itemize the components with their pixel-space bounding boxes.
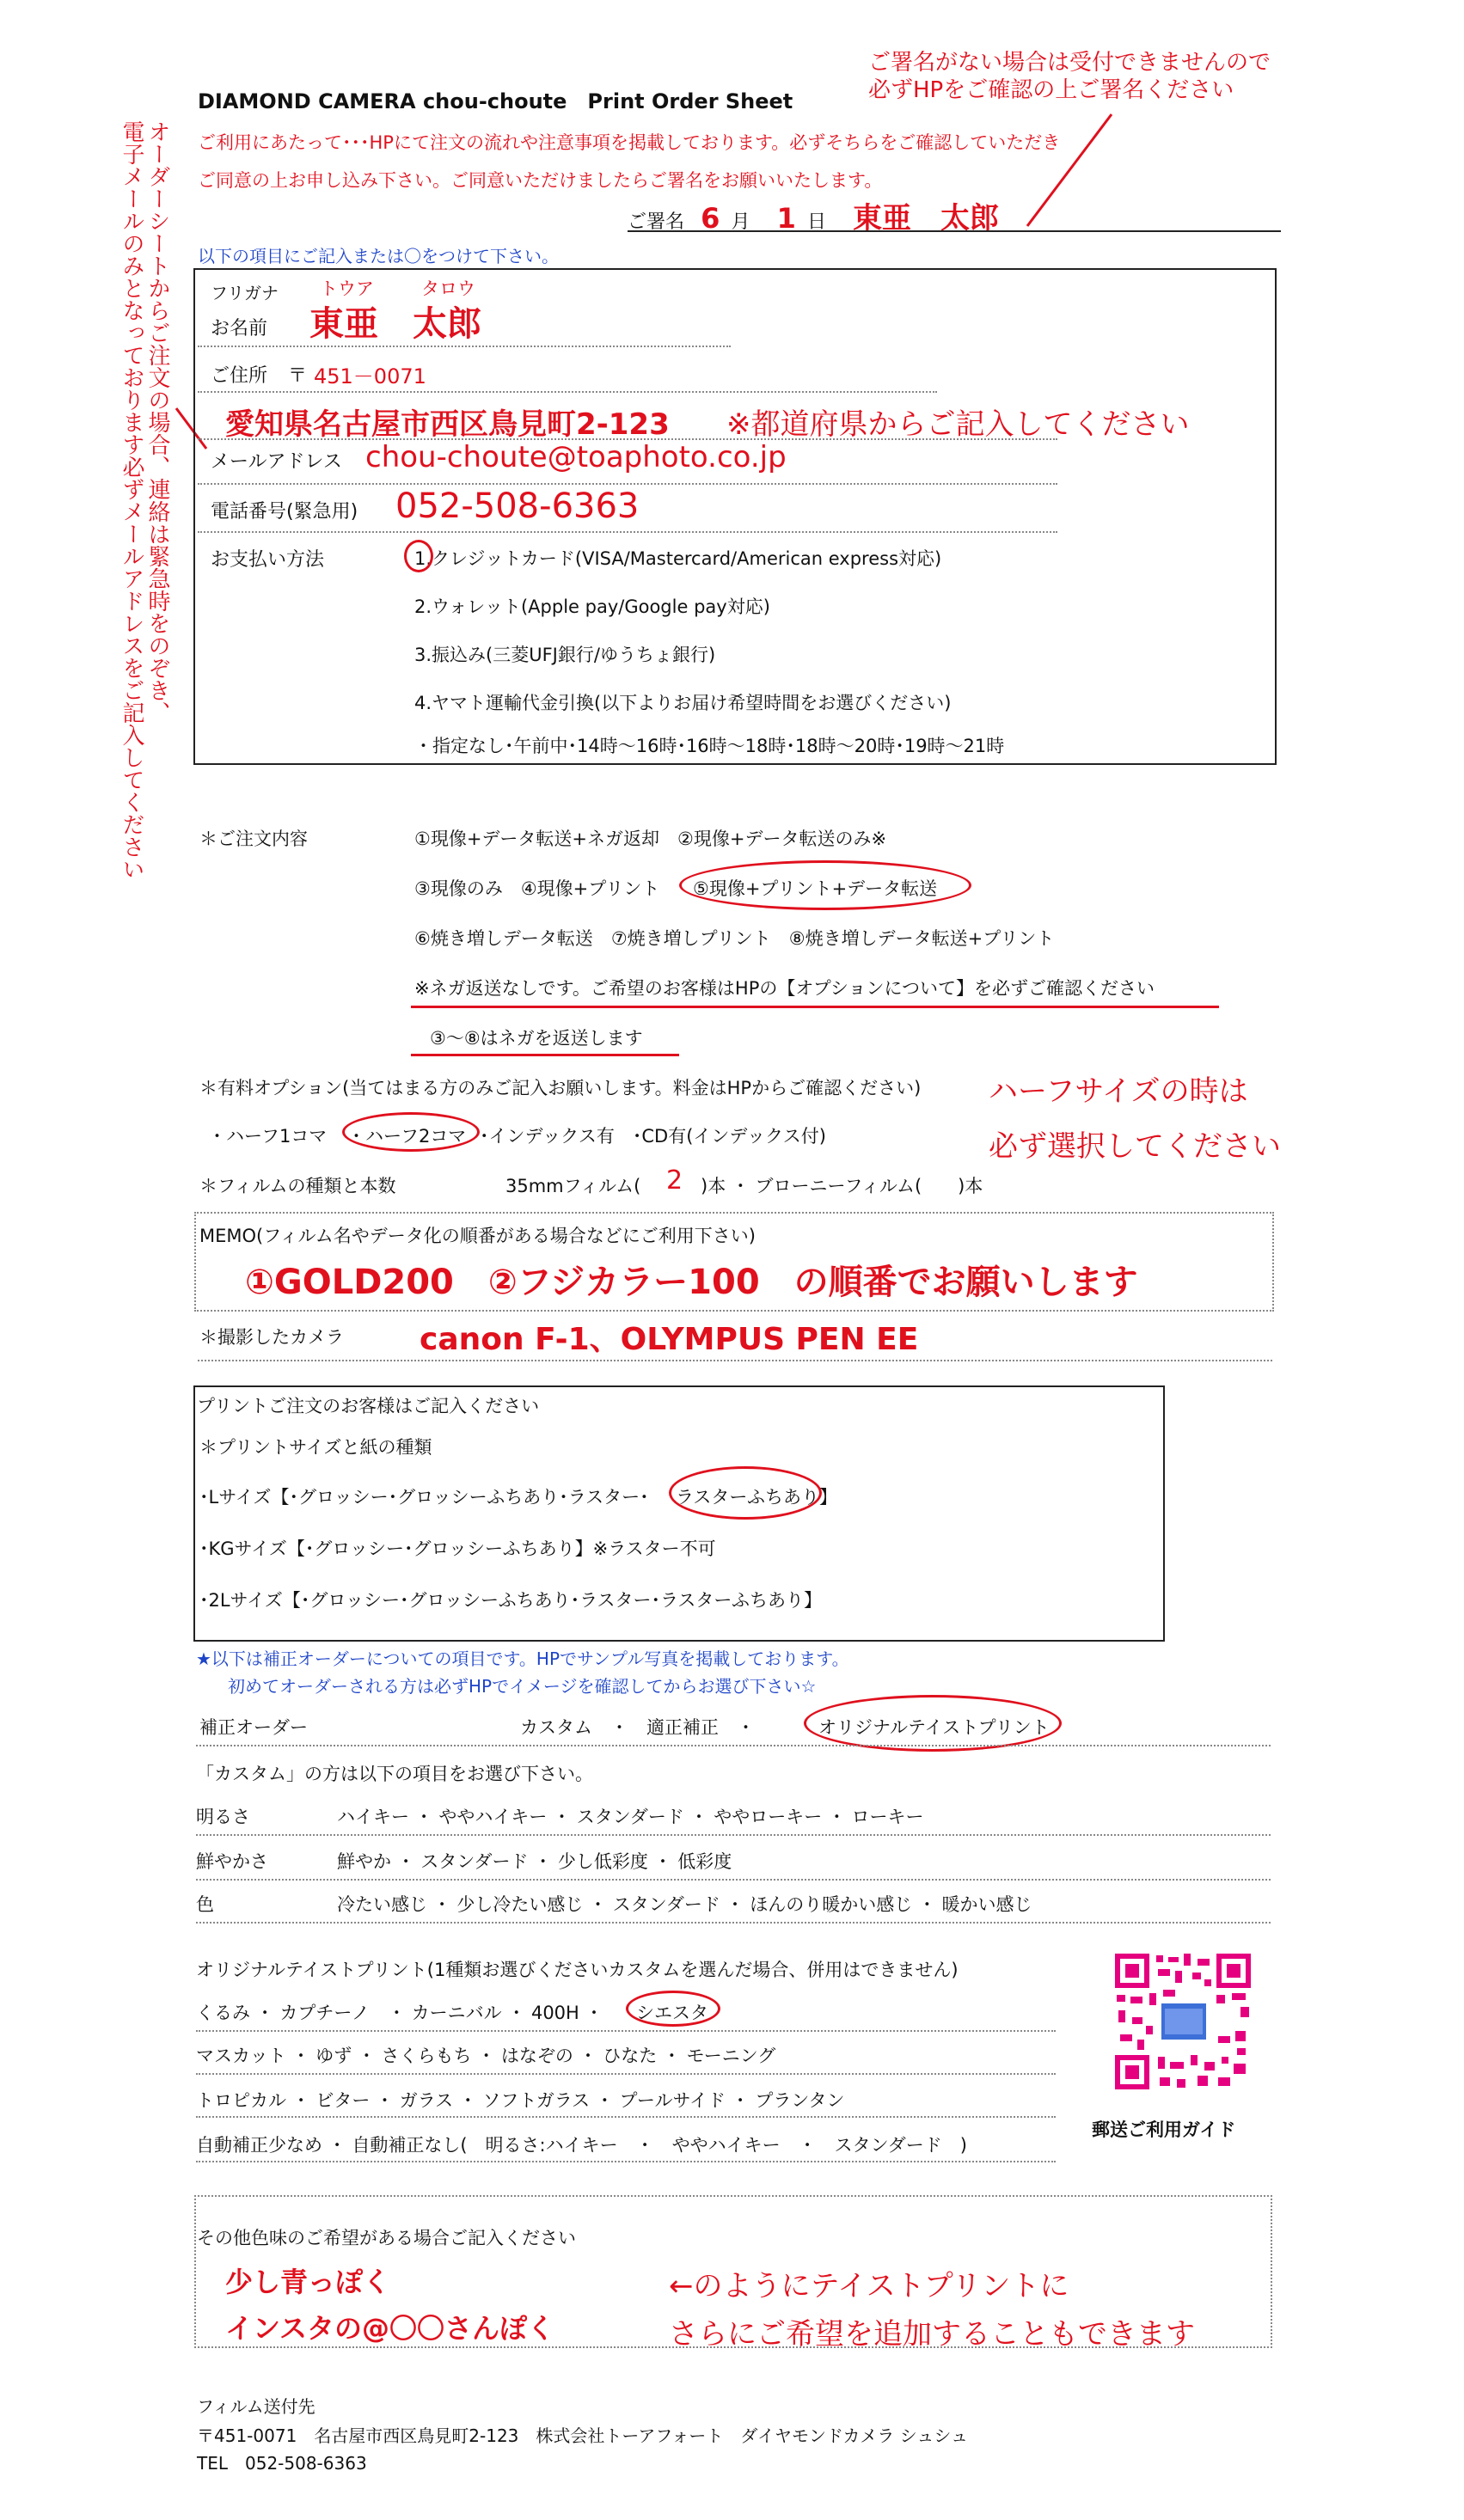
intro-line-1: ご利用にあたって･･･HPにて注文の流れや注意事項を掲載しております。必ずそちらをご確認していただき bbox=[198, 132, 1061, 153]
side-note-line-2: 電子メールのみとなっております必ずメールアドレスをご記入してください bbox=[119, 120, 144, 880]
footer-tel: TEL 052-508-6363 bbox=[197, 2453, 367, 2474]
correction-note-1: ★以下は補正オーダーについての項目です。HPでサンプル写真を掲載しております。 bbox=[196, 1648, 849, 1669]
taste-divider-2 bbox=[196, 2073, 1056, 2075]
correction-note-2: 初めてオーダーされる方は必ずHPでイメージを確認してからお選び下さい☆ bbox=[228, 1676, 817, 1697]
signature-day: 1 bbox=[776, 202, 796, 235]
postal-divider bbox=[198, 391, 937, 393]
print-l-size: ･Lサイズ【･グロッシー･グロッシーふちあり･ラスター･ bbox=[199, 1487, 649, 1508]
taste-selected-circle bbox=[626, 1991, 720, 2027]
name-label: お名前 bbox=[211, 318, 268, 339]
memo-value: ①GOLD200 ②フジカラー100 の順番でお願いします bbox=[245, 1263, 1138, 1302]
payment-option-3: 3.振込み(三菱UFJ銀行/ゆうちょ銀行) bbox=[414, 645, 716, 665]
taste-divider-3 bbox=[196, 2116, 1056, 2118]
camera-value: canon F-1、OLYMPUS PEN EE bbox=[420, 1322, 919, 1357]
address-label: ご住所 bbox=[211, 365, 268, 387]
order-note-2: ③～⑧はネガを返送します bbox=[430, 1028, 643, 1049]
order-selected-circle bbox=[679, 860, 971, 910]
postal-value: 451－0071 bbox=[314, 364, 426, 388]
name-value: 東亜 太郎 bbox=[309, 304, 481, 344]
email-divider bbox=[198, 483, 1057, 485]
signature-day-label: 日 bbox=[806, 211, 826, 233]
print-size-label: ＊プリントサイズと紙の種類 bbox=[199, 1437, 432, 1458]
name-divider bbox=[198, 346, 731, 347]
print-l-size-selected: ラスターふちあり】 bbox=[676, 1487, 837, 1508]
order-row-2b: ⑤現像+プリント+データ転送 bbox=[693, 878, 938, 899]
taste-row-4: 自動補正少なめ ・ 自動補正なし( 明るさ:ハイキー ・ ややハイキー ・ スタンダード ) bbox=[196, 2135, 967, 2156]
signature-name: 東亜 太郎 bbox=[853, 201, 1000, 235]
correction-original: オリジナルテイストプリント bbox=[818, 1717, 1050, 1738]
camera-label: ＊撮影したカメラ bbox=[199, 1327, 344, 1348]
correction-label: 補正オーダー bbox=[199, 1717, 308, 1738]
payment-option-4: 4.ヤマト運輸代金引換(以下よりお届け希望時間をお選びください) bbox=[414, 693, 952, 713]
address-value: 愛知県名古屋市西区鳥見町2-123 bbox=[225, 407, 670, 442]
signature-underline bbox=[628, 230, 1281, 232]
signature-month-label: 月 bbox=[731, 211, 750, 233]
email-value: chou-choute@toaphoto.co.jp bbox=[365, 440, 787, 474]
color-label: 色 bbox=[196, 1894, 214, 1915]
signature-warning-2: 必ずHPをご確認の上ご署名ください bbox=[868, 77, 1234, 103]
taste-siesta: シエスタ bbox=[636, 2003, 708, 2023]
option-index-cd: ･インデックス有 ･CD有(インデックス付) bbox=[480, 1126, 826, 1147]
correction-selected-circle bbox=[804, 1695, 1062, 1752]
payment-selected-circle bbox=[404, 540, 433, 572]
other-request-line-1: 少し青っぽく bbox=[225, 2266, 391, 2298]
payment-label: お支払い方法 bbox=[211, 549, 325, 571]
order-note-1: ※ネガ返送なしです。ご希望のお客様はHPの【オプションについて】を必ずご確認ください bbox=[414, 978, 1155, 999]
intro-line-2: ご同意の上お申し込み下さい。ご同意いただけましたらご署名をお願いいたします。 bbox=[198, 170, 883, 191]
furigana-sei: トウア bbox=[320, 278, 374, 299]
film-35mm-count: 2 bbox=[666, 1165, 683, 1196]
option-handnote-2: 必ず選択してください bbox=[989, 1129, 1281, 1164]
signature-month: 6 bbox=[701, 202, 720, 235]
vivid-options: 鮮やか ・ スタンダード ・ 少し低彩度 ・ 低彩度 bbox=[337, 1851, 732, 1872]
order-note-underline bbox=[411, 1006, 1219, 1008]
email-label: メールアドレス bbox=[211, 451, 342, 473]
custom-note: 「カスタム」の方は以下の項目をお選び下さい。 bbox=[196, 1764, 593, 1784]
order-label: ＊ご注文内容 bbox=[199, 829, 308, 849]
payment-option-2: 2.ウォレット(Apple pay/Google pay対応) bbox=[414, 596, 770, 617]
print-header: プリントご注文のお客様はご記入ください bbox=[197, 1396, 540, 1416]
option-half-1: ・ハーフ1コマ bbox=[208, 1126, 328, 1147]
payment-option-time: ・指定なし･午前中･14時～16時･16時～18時･18時～20時･19時～21時 bbox=[414, 736, 1005, 756]
correction-options: カスタム ・ 適正補正 ・ bbox=[520, 1717, 755, 1738]
film-35mm: 35mmフィルム( bbox=[505, 1176, 641, 1196]
phone-divider bbox=[198, 531, 1057, 533]
color-options: 冷たい感じ ・ 少し冷たい感じ ・ スタンダード ・ ほんのり暖かい感じ ・ 暖かい感じ bbox=[337, 1894, 1032, 1915]
signature-label: ご署名 bbox=[628, 211, 685, 233]
taste-row-1: くるみ ・ カプチーノ ・ カーニバル ・ 400H ・ bbox=[196, 2003, 603, 2023]
vivid-label: 鮮やかさ bbox=[196, 1851, 268, 1872]
brightness-divider bbox=[196, 1834, 1271, 1836]
film-brownie: )本 ・ ブローニーフィルム( )本 bbox=[701, 1176, 983, 1196]
order-row-2a: ③現像のみ ④現像+プリント bbox=[414, 878, 660, 899]
color-divider bbox=[196, 1922, 1271, 1924]
correction-divider bbox=[196, 1745, 1271, 1746]
order-note2-underline bbox=[411, 1054, 679, 1056]
film-label: ＊フィルムの種類と本数 bbox=[199, 1176, 396, 1196]
taste-header: オリジナルテイストプリント(1種類お選びくださいカスタムを選んだ場合、併用はできません) bbox=[196, 1960, 959, 1980]
footer-address: 〒451-0071 名古屋市西区鳥見町2-123 株式会社トーアフォート ダイヤモンドカメラ シュシュ bbox=[197, 2425, 968, 2446]
option-half-2: ・ハーフ2コマ bbox=[347, 1126, 467, 1147]
other-request-note-2: さらにご希望を追加することもできます bbox=[669, 2317, 1195, 2352]
other-request-label: その他色味のご希望がある場合ご記入ください bbox=[197, 2228, 576, 2248]
option-handnote-1: ハーフサイズの時は bbox=[989, 1074, 1248, 1109]
brightness-options: ハイキー ・ ややハイキー ・ スタンダード ・ ややローキー ・ ローキー bbox=[337, 1807, 924, 1827]
page-title: DIAMOND CAMERA chou-choute Print Order Sheet bbox=[198, 89, 793, 113]
signature-warning: ご署名がない場合は受付できませんので bbox=[868, 50, 1271, 76]
option-label: ＊有料オプション(当てはまる方のみご記入お願いします。料金はHPからご確認ください) bbox=[199, 1078, 922, 1098]
furigana-mei: タロウ bbox=[421, 278, 475, 299]
other-request-note-1: ←のようにテイストプリントに bbox=[669, 2269, 1069, 2303]
taste-row-2: マスカット ・ ゆず ・ さくらもち ・ はなぞの ・ ひなた ・ モーニング bbox=[196, 2046, 776, 2066]
qr-code-icon[interactable] bbox=[1115, 1936, 1251, 2107]
postal-mark: 〒 bbox=[288, 365, 308, 387]
fill-instruction: 以下の項目にご記入または〇をつけて下さい。 bbox=[198, 246, 559, 266]
phone-label: 電話番号(緊急用) bbox=[211, 501, 358, 523]
vivid-divider bbox=[196, 1879, 1271, 1881]
print-2l-size: ･2Lサイズ【･グロッシー･グロッシーふちあり･ラスター･ラスターふちあり】 bbox=[199, 1590, 822, 1611]
option-selected-circle bbox=[342, 1112, 480, 1152]
footer-label: フィルム送付先 bbox=[197, 2396, 315, 2417]
order-row-3: ⑥焼き増しデータ転送 ⑦焼き増しプリント ⑧焼き増しデータ転送+プリント bbox=[414, 928, 1055, 949]
memo-label: MEMO(フィルム名やデータ化の順番がある場合などにご利用下さい) bbox=[199, 1226, 756, 1246]
taste-divider-4 bbox=[196, 2161, 1056, 2162]
taste-row-3: トロピカル ・ ビター ・ ガラス ・ ソフトガラス ・ プールサイド ・ プランタン bbox=[196, 2090, 845, 2111]
camera-divider bbox=[198, 1360, 1272, 1361]
qr-caption: 郵送ご利用ガイド bbox=[1092, 2119, 1236, 2140]
taste-divider-1 bbox=[196, 2030, 1056, 2032]
side-note-line-1: オーダーシートからご注文の場合、連絡は緊急時をのぞき、 bbox=[144, 120, 170, 724]
warning-arrow bbox=[1010, 107, 1130, 236]
print-selected-circle bbox=[669, 1466, 822, 1520]
brightness-label: 明るさ bbox=[196, 1807, 250, 1827]
address-note: ※都道府県からご記入してください bbox=[726, 407, 1190, 442]
other-request-line-2: インスタの@〇〇さんぽく bbox=[225, 2312, 555, 2345]
print-kg-size: ･KGサイズ【･グロッシー･グロッシーふちあり】※ラスター不可 bbox=[199, 1538, 716, 1559]
order-row-1: ①現像+データ転送+ネガ返却 ②現像+データ転送のみ※ bbox=[414, 829, 887, 849]
phone-value: 052-508-6363 bbox=[395, 486, 640, 526]
payment-option-1: 1.クレジットカード(VISA/Mastercard/American express対応) bbox=[414, 548, 942, 569]
furigana-label: フリガナ bbox=[211, 283, 279, 303]
